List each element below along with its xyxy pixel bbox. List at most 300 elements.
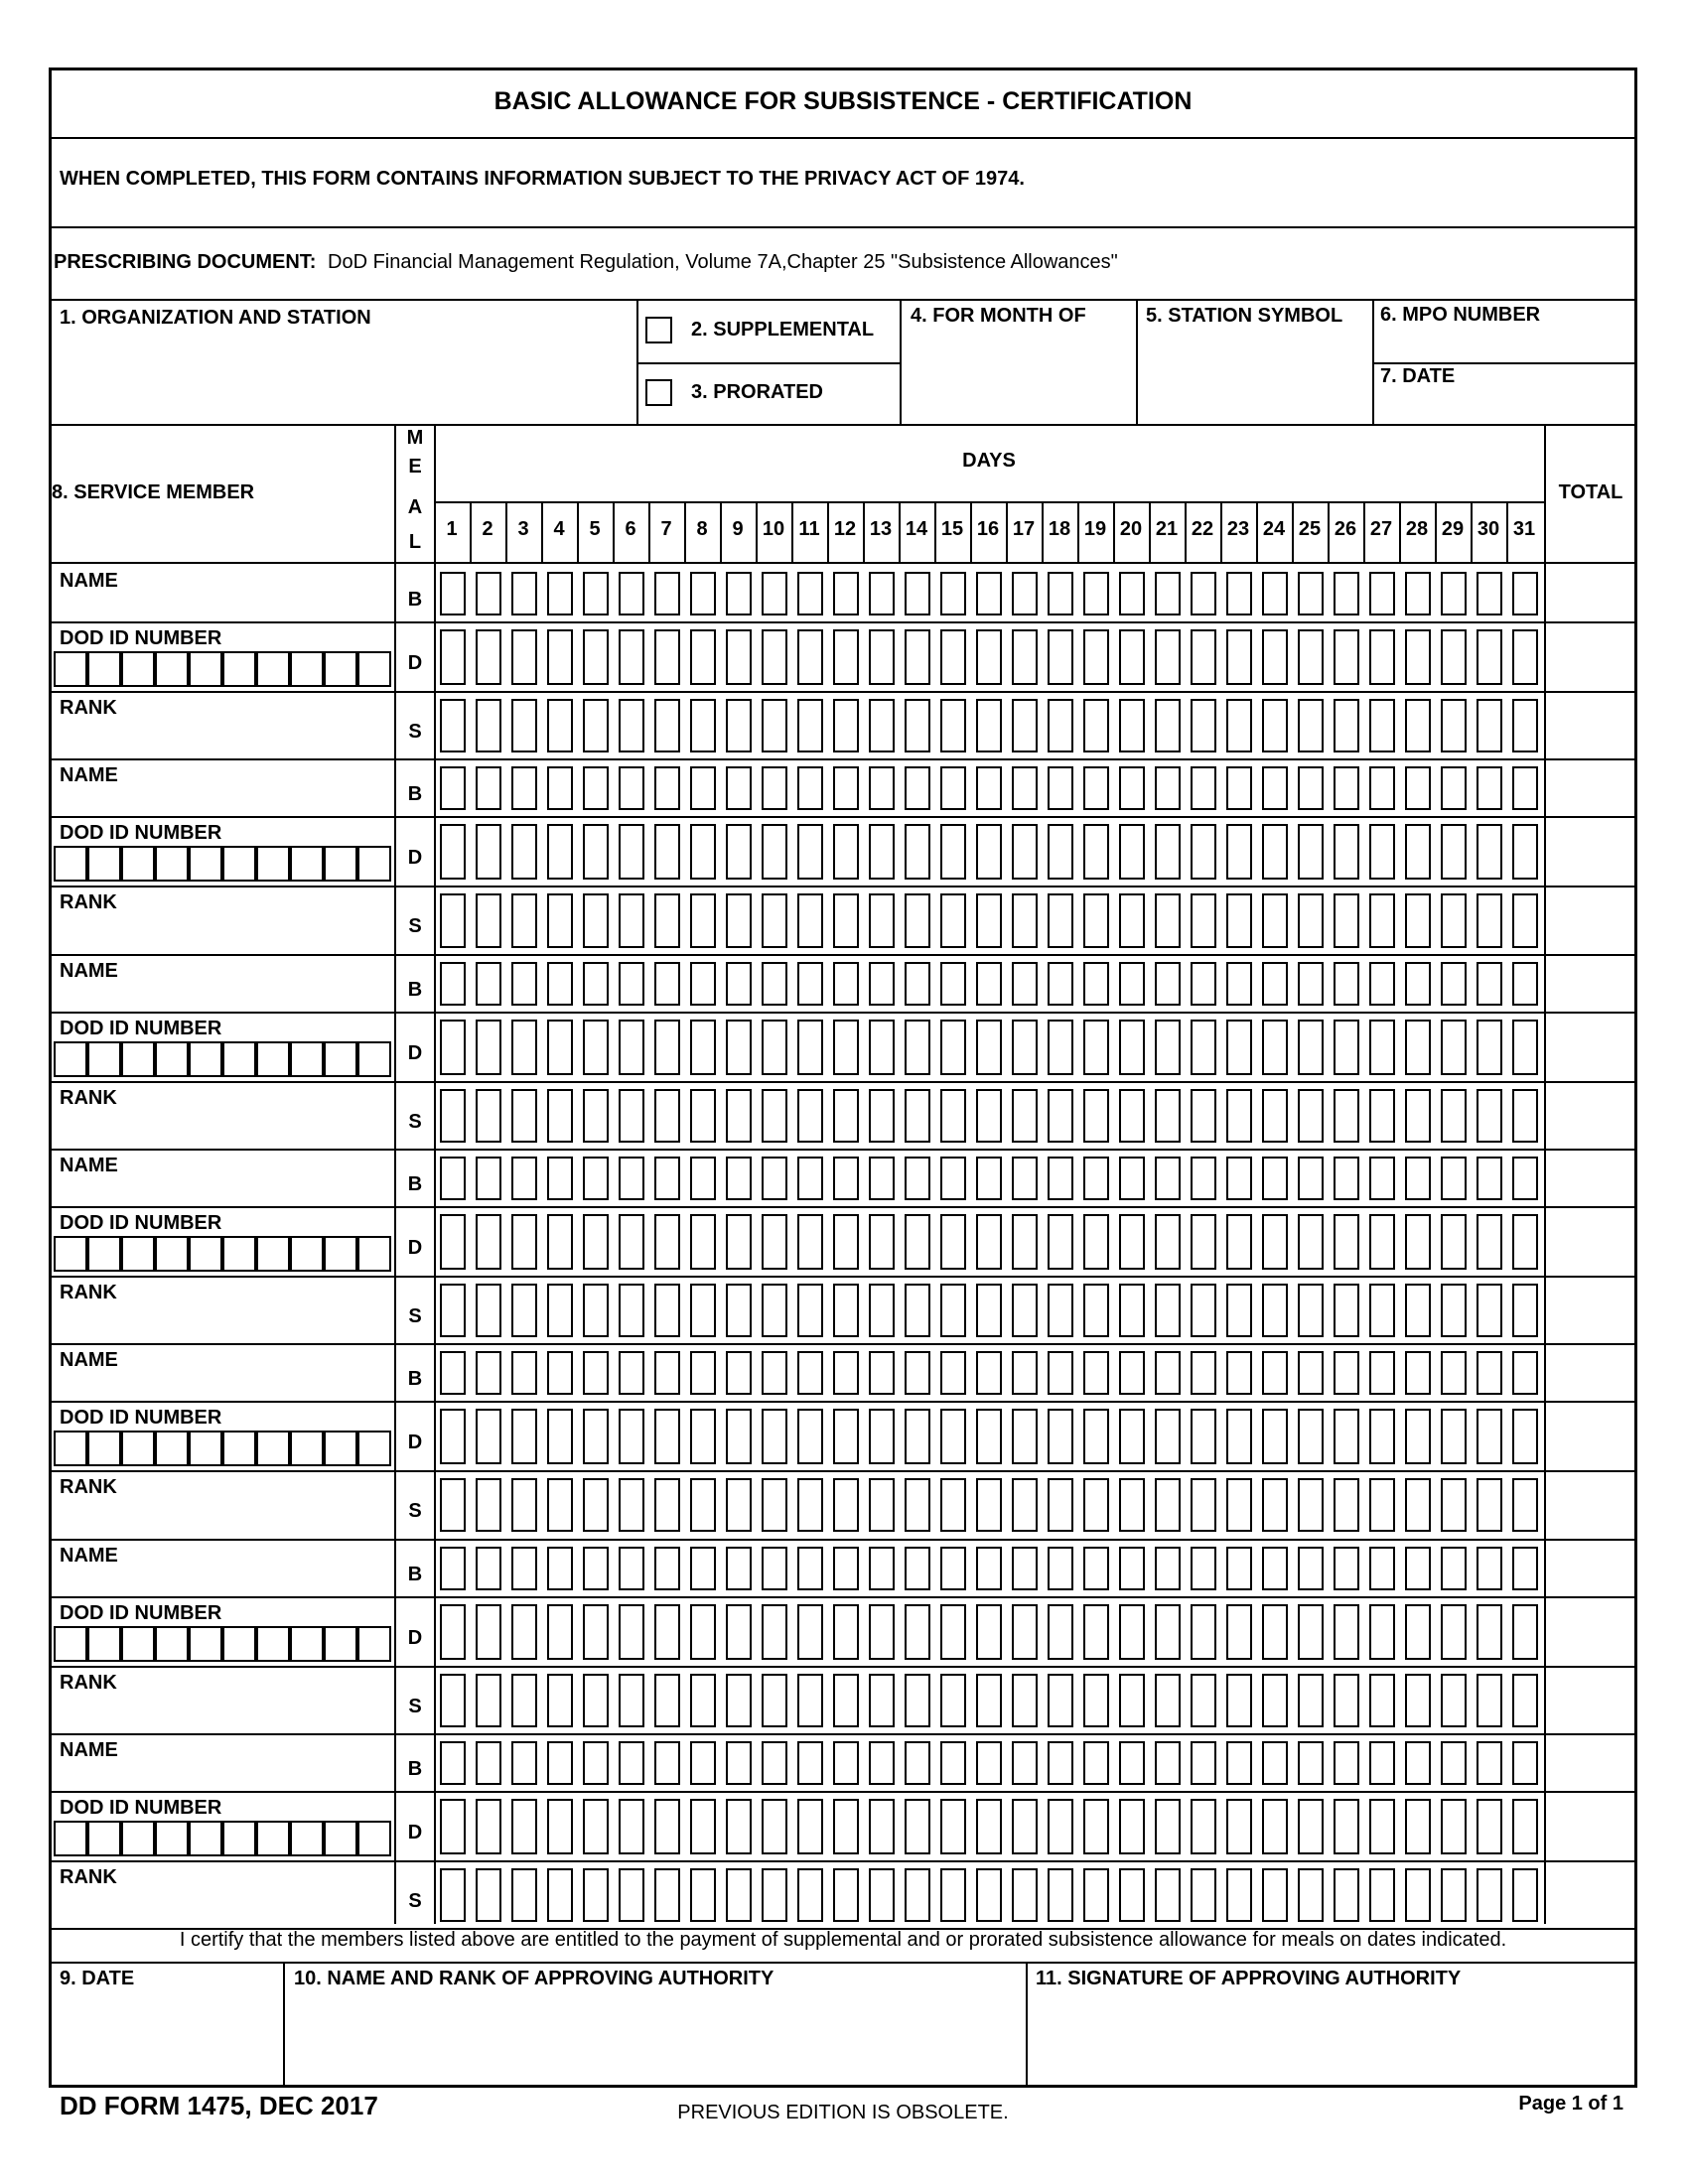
day-checkbox[interactable] — [547, 1214, 573, 1270]
day-checkbox[interactable] — [1334, 572, 1359, 615]
day-checkbox[interactable] — [833, 1409, 859, 1464]
dodid-digit-box[interactable] — [121, 846, 155, 882]
day-checkbox[interactable] — [1262, 1604, 1288, 1660]
dodid-digit-box[interactable] — [189, 1041, 222, 1077]
day-checkbox[interactable] — [476, 824, 501, 880]
day-checkbox[interactable] — [654, 572, 680, 615]
day-checkbox[interactable] — [1298, 572, 1324, 615]
day-checkbox[interactable] — [869, 1020, 895, 1075]
dodid-digit-box[interactable] — [357, 1236, 391, 1272]
day-checkbox[interactable] — [940, 1868, 966, 1922]
day-checkbox[interactable] — [869, 1604, 895, 1660]
day-checkbox[interactable] — [1048, 1547, 1073, 1590]
day-checkbox[interactable] — [1334, 1284, 1359, 1337]
day-checkbox[interactable] — [583, 824, 609, 880]
day-checkbox[interactable] — [654, 1604, 680, 1660]
dodid-digit-box[interactable] — [189, 651, 222, 687]
day-checkbox[interactable] — [511, 1868, 537, 1922]
day-checkbox[interactable] — [762, 1674, 787, 1727]
dodid-digit-box[interactable] — [324, 1626, 357, 1662]
day-checkbox[interactable] — [1048, 1478, 1073, 1532]
day-checkbox[interactable] — [797, 962, 823, 1006]
day-checkbox[interactable] — [547, 893, 573, 947]
day-checkbox[interactable] — [833, 1674, 859, 1727]
day-checkbox[interactable] — [797, 1604, 823, 1660]
meal-total-field[interactable] — [1548, 762, 1633, 812]
day-checkbox[interactable] — [1083, 572, 1109, 615]
day-checkbox[interactable] — [976, 572, 1002, 615]
day-checkbox[interactable] — [547, 1799, 573, 1854]
dodid-digit-box[interactable] — [155, 1821, 189, 1856]
day-checkbox[interactable] — [1405, 1284, 1431, 1337]
day-checkbox[interactable] — [940, 629, 966, 685]
day-checkbox[interactable] — [1477, 572, 1502, 615]
day-checkbox[interactable] — [1119, 824, 1145, 880]
day-checkbox[interactable] — [1155, 1799, 1181, 1854]
day-checkbox[interactable] — [1191, 699, 1216, 752]
day-checkbox[interactable] — [1119, 1741, 1145, 1785]
day-checkbox[interactable] — [833, 1157, 859, 1200]
day-checkbox[interactable] — [619, 699, 644, 752]
day-checkbox[interactable] — [1012, 962, 1038, 1006]
day-checkbox[interactable] — [905, 699, 930, 752]
day-checkbox[interactable] — [690, 1547, 716, 1590]
day-checkbox[interactable] — [476, 1214, 501, 1270]
day-checkbox[interactable] — [762, 1478, 787, 1532]
day-checkbox[interactable] — [511, 572, 537, 615]
member-name-field[interactable] — [54, 1178, 391, 1204]
day-checkbox[interactable] — [511, 1547, 537, 1590]
day-checkbox[interactable] — [797, 1547, 823, 1590]
day-checkbox[interactable] — [1512, 893, 1538, 947]
day-checkbox[interactable] — [1477, 1741, 1502, 1785]
day-checkbox[interactable] — [1191, 1020, 1216, 1075]
day-checkbox[interactable] — [476, 1478, 501, 1532]
day-checkbox[interactable] — [1083, 1604, 1109, 1660]
day-checkbox[interactable] — [1119, 629, 1145, 685]
day-checkbox[interactable] — [1226, 1604, 1252, 1660]
day-checkbox[interactable] — [619, 1868, 644, 1922]
day-checkbox[interactable] — [1191, 962, 1216, 1006]
day-checkbox[interactable] — [583, 1674, 609, 1727]
day-checkbox[interactable] — [583, 1214, 609, 1270]
day-checkbox[interactable] — [619, 1157, 644, 1200]
day-checkbox[interactable] — [940, 1741, 966, 1785]
day-checkbox[interactable] — [690, 1020, 716, 1075]
day-checkbox[interactable] — [1191, 1409, 1216, 1464]
day-checkbox[interactable] — [511, 1478, 537, 1532]
day-checkbox[interactable] — [1083, 893, 1109, 947]
day-checkbox[interactable] — [976, 1157, 1002, 1200]
month-field[interactable] — [904, 334, 1134, 421]
day-checkbox[interactable] — [833, 1214, 859, 1270]
day-checkbox[interactable] — [1119, 1089, 1145, 1143]
day-checkbox[interactable] — [1334, 1674, 1359, 1727]
meal-total-field[interactable] — [1548, 1347, 1633, 1397]
day-checkbox[interactable] — [1048, 1409, 1073, 1464]
dodid-digit-box[interactable] — [256, 1821, 290, 1856]
day-checkbox[interactable] — [869, 1868, 895, 1922]
day-checkbox[interactable] — [654, 893, 680, 947]
day-checkbox[interactable] — [1405, 1547, 1431, 1590]
day-checkbox[interactable] — [1012, 1284, 1038, 1337]
day-checkbox[interactable] — [1334, 1604, 1359, 1660]
day-checkbox[interactable] — [583, 1547, 609, 1590]
day-checkbox[interactable] — [869, 1089, 895, 1143]
day-checkbox[interactable] — [1477, 1604, 1502, 1660]
day-checkbox[interactable] — [1048, 893, 1073, 947]
day-checkbox[interactable] — [762, 962, 787, 1006]
day-checkbox[interactable] — [869, 1409, 895, 1464]
day-checkbox[interactable] — [869, 572, 895, 615]
day-checkbox[interactable] — [940, 1478, 966, 1532]
day-checkbox[interactable] — [690, 1478, 716, 1532]
day-checkbox[interactable] — [1155, 1674, 1181, 1727]
day-checkbox[interactable] — [654, 1478, 680, 1532]
day-checkbox[interactable] — [1298, 1478, 1324, 1532]
day-checkbox[interactable] — [547, 1547, 573, 1590]
day-checkbox[interactable] — [762, 1741, 787, 1785]
day-checkbox[interactable] — [869, 1799, 895, 1854]
day-checkbox[interactable] — [1441, 1089, 1467, 1143]
day-checkbox[interactable] — [1405, 962, 1431, 1006]
day-checkbox[interactable] — [476, 1674, 501, 1727]
day-checkbox[interactable] — [940, 572, 966, 615]
day-checkbox[interactable] — [440, 766, 466, 810]
day-checkbox[interactable] — [511, 699, 537, 752]
day-checkbox[interactable] — [619, 1674, 644, 1727]
day-checkbox[interactable] — [1155, 1157, 1181, 1200]
day-checkbox[interactable] — [476, 1020, 501, 1075]
day-checkbox[interactable] — [440, 1020, 466, 1075]
day-checkbox[interactable] — [1512, 699, 1538, 752]
day-checkbox[interactable] — [1155, 1478, 1181, 1532]
day-checkbox[interactable] — [1226, 766, 1252, 810]
day-checkbox[interactable] — [1298, 1020, 1324, 1075]
dodid-digit-box[interactable] — [189, 1626, 222, 1662]
day-checkbox[interactable] — [1298, 1214, 1324, 1270]
day-checkbox[interactable] — [583, 629, 609, 685]
mpo-number-field[interactable] — [1376, 332, 1634, 359]
day-checkbox[interactable] — [1477, 1020, 1502, 1075]
day-checkbox[interactable] — [1012, 1409, 1038, 1464]
day-checkbox[interactable] — [1083, 1157, 1109, 1200]
day-checkbox[interactable] — [905, 1799, 930, 1854]
day-checkbox[interactable] — [797, 1214, 823, 1270]
day-checkbox[interactable] — [547, 1351, 573, 1395]
day-checkbox[interactable] — [1298, 1409, 1324, 1464]
meal-total-field[interactable] — [1548, 820, 1633, 882]
day-checkbox[interactable] — [476, 1089, 501, 1143]
day-checkbox[interactable] — [1191, 893, 1216, 947]
day-checkbox[interactable] — [976, 1351, 1002, 1395]
day-checkbox[interactable] — [440, 1478, 466, 1532]
day-checkbox[interactable] — [1512, 824, 1538, 880]
day-checkbox[interactable] — [1512, 1284, 1538, 1337]
day-checkbox[interactable] — [1512, 1868, 1538, 1922]
dodid-digit-box[interactable] — [256, 651, 290, 687]
meal-total-field[interactable] — [1548, 889, 1633, 949]
day-checkbox[interactable] — [547, 1604, 573, 1660]
day-checkbox[interactable] — [511, 1351, 537, 1395]
dodid-digit-box[interactable] — [155, 1041, 189, 1077]
day-checkbox[interactable] — [547, 824, 573, 880]
day-checkbox[interactable] — [1512, 1214, 1538, 1270]
day-checkbox[interactable] — [1334, 699, 1359, 752]
day-checkbox[interactable] — [1477, 1284, 1502, 1337]
day-checkbox[interactable] — [619, 824, 644, 880]
day-checkbox[interactable] — [1012, 1604, 1038, 1660]
day-checkbox[interactable] — [511, 962, 537, 1006]
meal-total-field[interactable] — [1548, 1670, 1633, 1729]
dodid-digit-box[interactable] — [290, 651, 324, 687]
day-checkbox[interactable] — [976, 1409, 1002, 1464]
day-checkbox[interactable] — [1191, 1604, 1216, 1660]
day-checkbox[interactable] — [726, 1478, 752, 1532]
day-checkbox[interactable] — [905, 1157, 930, 1200]
supplemental-checkbox[interactable] — [645, 317, 672, 343]
dodid-digit-box[interactable] — [290, 846, 324, 882]
day-checkbox[interactable] — [976, 1868, 1002, 1922]
day-checkbox[interactable] — [1369, 1284, 1395, 1337]
member-rank-field[interactable] — [54, 1305, 391, 1339]
member-rank-field[interactable] — [54, 1696, 391, 1729]
day-checkbox[interactable] — [619, 1799, 644, 1854]
day-checkbox[interactable] — [583, 572, 609, 615]
day-checkbox[interactable] — [1405, 1214, 1431, 1270]
day-checkbox[interactable] — [1334, 824, 1359, 880]
day-checkbox[interactable] — [1405, 893, 1431, 947]
day-checkbox[interactable] — [1334, 1478, 1359, 1532]
day-checkbox[interactable] — [690, 962, 716, 1006]
day-checkbox[interactable] — [654, 766, 680, 810]
day-checkbox[interactable] — [654, 1157, 680, 1200]
day-checkbox[interactable] — [869, 1351, 895, 1395]
dodid-digit-box[interactable] — [54, 1431, 87, 1466]
dodid-digit-box[interactable] — [324, 1236, 357, 1272]
day-checkbox[interactable] — [690, 1604, 716, 1660]
day-checkbox[interactable] — [1191, 629, 1216, 685]
day-checkbox[interactable] — [1191, 1214, 1216, 1270]
day-checkbox[interactable] — [762, 1868, 787, 1922]
day-checkbox[interactable] — [1334, 1351, 1359, 1395]
day-checkbox[interactable] — [726, 1089, 752, 1143]
day-checkbox[interactable] — [1012, 1214, 1038, 1270]
day-checkbox[interactable] — [1298, 1604, 1324, 1660]
day-checkbox[interactable] — [869, 1547, 895, 1590]
day-checkbox[interactable] — [1155, 1604, 1181, 1660]
day-checkbox[interactable] — [1155, 1284, 1181, 1337]
dodid-digit-box[interactable] — [222, 1236, 256, 1272]
day-checkbox[interactable] — [940, 1547, 966, 1590]
dodid-digit-box[interactable] — [121, 1041, 155, 1077]
dodid-digit-box[interactable] — [54, 1821, 87, 1856]
day-checkbox[interactable] — [1298, 1741, 1324, 1785]
day-checkbox[interactable] — [654, 699, 680, 752]
day-checkbox[interactable] — [833, 1868, 859, 1922]
day-checkbox[interactable] — [1369, 893, 1395, 947]
day-checkbox[interactable] — [797, 1157, 823, 1200]
day-checkbox[interactable] — [619, 1741, 644, 1785]
dodid-digit-box[interactable] — [357, 1431, 391, 1466]
dodid-digit-box[interactable] — [290, 1821, 324, 1856]
day-checkbox[interactable] — [1369, 1868, 1395, 1922]
day-checkbox[interactable] — [583, 1604, 609, 1660]
day-checkbox[interactable] — [1477, 766, 1502, 810]
day-checkbox[interactable] — [690, 699, 716, 752]
day-checkbox[interactable] — [1119, 1547, 1145, 1590]
day-checkbox[interactable] — [1083, 699, 1109, 752]
day-checkbox[interactable] — [1012, 699, 1038, 752]
day-checkbox[interactable] — [1226, 1157, 1252, 1200]
day-checkbox[interactable] — [1155, 1409, 1181, 1464]
day-checkbox[interactable] — [1048, 1020, 1073, 1075]
day-checkbox[interactable] — [619, 1284, 644, 1337]
day-checkbox[interactable] — [1477, 1351, 1502, 1395]
day-checkbox[interactable] — [1262, 962, 1288, 1006]
day-checkbox[interactable] — [976, 962, 1002, 1006]
dodid-digit-box[interactable] — [256, 1041, 290, 1077]
day-checkbox[interactable] — [1083, 1089, 1109, 1143]
day-checkbox[interactable] — [1191, 1284, 1216, 1337]
day-checkbox[interactable] — [476, 629, 501, 685]
day-checkbox[interactable] — [833, 766, 859, 810]
day-checkbox[interactable] — [869, 766, 895, 810]
day-checkbox[interactable] — [726, 1604, 752, 1660]
day-checkbox[interactable] — [797, 629, 823, 685]
day-checkbox[interactable] — [1405, 699, 1431, 752]
day-checkbox[interactable] — [726, 629, 752, 685]
day-checkbox[interactable] — [797, 1799, 823, 1854]
day-checkbox[interactable] — [547, 1284, 573, 1337]
meal-total-field[interactable] — [1548, 1280, 1633, 1339]
day-checkbox[interactable] — [1048, 1089, 1073, 1143]
day-checkbox[interactable] — [797, 1674, 823, 1727]
day-checkbox[interactable] — [583, 1020, 609, 1075]
day-checkbox[interactable] — [1441, 1547, 1467, 1590]
day-checkbox[interactable] — [1441, 1478, 1467, 1532]
day-checkbox[interactable] — [1512, 1604, 1538, 1660]
day-checkbox[interactable] — [1477, 1547, 1502, 1590]
day-checkbox[interactable] — [1155, 962, 1181, 1006]
day-checkbox[interactable] — [1226, 1409, 1252, 1464]
day-checkbox[interactable] — [940, 1020, 966, 1075]
day-checkbox[interactable] — [976, 1478, 1002, 1532]
day-checkbox[interactable] — [726, 572, 752, 615]
day-checkbox[interactable] — [1512, 1089, 1538, 1143]
day-checkbox[interactable] — [1441, 1409, 1467, 1464]
day-checkbox[interactable] — [690, 1214, 716, 1270]
day-checkbox[interactable] — [1441, 1284, 1467, 1337]
day-checkbox[interactable] — [1191, 1478, 1216, 1532]
meal-total-field[interactable] — [1548, 1474, 1633, 1534]
day-checkbox[interactable] — [476, 1604, 501, 1660]
dodid-digit-box[interactable] — [357, 1821, 391, 1856]
day-checkbox[interactable] — [833, 824, 859, 880]
day-checkbox[interactable] — [1405, 1478, 1431, 1532]
day-checkbox[interactable] — [869, 1284, 895, 1337]
day-checkbox[interactable] — [440, 1741, 466, 1785]
day-checkbox[interactable] — [690, 893, 716, 947]
day-checkbox[interactable] — [1083, 1478, 1109, 1532]
day-checkbox[interactable] — [762, 766, 787, 810]
day-checkbox[interactable] — [1334, 1214, 1359, 1270]
meal-total-field[interactable] — [1548, 1543, 1633, 1592]
day-checkbox[interactable] — [1298, 1674, 1324, 1727]
dodid-digit-box[interactable] — [357, 1041, 391, 1077]
dodid-digit-box[interactable] — [155, 1431, 189, 1466]
day-checkbox[interactable] — [833, 572, 859, 615]
day-checkbox[interactable] — [547, 1741, 573, 1785]
dodid-digit-box[interactable] — [155, 651, 189, 687]
day-checkbox[interactable] — [1441, 1741, 1467, 1785]
day-checkbox[interactable] — [762, 1284, 787, 1337]
day-checkbox[interactable] — [1012, 1478, 1038, 1532]
day-checkbox[interactable] — [976, 1547, 1002, 1590]
day-checkbox[interactable] — [440, 1284, 466, 1337]
day-checkbox[interactable] — [583, 1868, 609, 1922]
day-checkbox[interactable] — [654, 1284, 680, 1337]
dodid-digit-box[interactable] — [87, 1821, 121, 1856]
day-checkbox[interactable] — [654, 1868, 680, 1922]
day-checkbox[interactable] — [619, 766, 644, 810]
day-checkbox[interactable] — [511, 1214, 537, 1270]
day-checkbox[interactable] — [690, 1284, 716, 1337]
day-checkbox[interactable] — [583, 1741, 609, 1785]
day-checkbox[interactable] — [476, 699, 501, 752]
meal-total-field[interactable] — [1548, 568, 1633, 617]
day-checkbox[interactable] — [976, 1674, 1002, 1727]
day-checkbox[interactable] — [1226, 1089, 1252, 1143]
day-checkbox[interactable] — [905, 1741, 930, 1785]
day-checkbox[interactable] — [833, 893, 859, 947]
meal-total-field[interactable] — [1548, 1085, 1633, 1145]
dodid-digit-box[interactable] — [121, 651, 155, 687]
day-checkbox[interactable] — [476, 1868, 501, 1922]
day-checkbox[interactable] — [905, 1214, 930, 1270]
day-checkbox[interactable] — [1119, 1478, 1145, 1532]
day-checkbox[interactable] — [1083, 1799, 1109, 1854]
day-checkbox[interactable] — [1262, 572, 1288, 615]
day-checkbox[interactable] — [1441, 629, 1467, 685]
member-name-field[interactable] — [54, 594, 391, 619]
day-checkbox[interactable] — [1262, 1089, 1288, 1143]
day-checkbox[interactable] — [690, 572, 716, 615]
day-checkbox[interactable] — [1191, 572, 1216, 615]
day-checkbox[interactable] — [762, 893, 787, 947]
day-checkbox[interactable] — [1226, 1674, 1252, 1727]
day-checkbox[interactable] — [797, 766, 823, 810]
day-checkbox[interactable] — [1262, 1409, 1288, 1464]
day-checkbox[interactable] — [1512, 1674, 1538, 1727]
day-checkbox[interactable] — [1369, 1604, 1395, 1660]
day-checkbox[interactable] — [1012, 1674, 1038, 1727]
day-checkbox[interactable] — [1262, 893, 1288, 947]
day-checkbox[interactable] — [762, 1604, 787, 1660]
day-checkbox[interactable] — [1334, 1799, 1359, 1854]
day-checkbox[interactable] — [583, 1409, 609, 1464]
day-checkbox[interactable] — [1119, 1799, 1145, 1854]
day-checkbox[interactable] — [1155, 1741, 1181, 1785]
meal-total-field[interactable] — [1548, 958, 1633, 1008]
dodid-digit-box[interactable] — [155, 1626, 189, 1662]
dodid-digit-box[interactable] — [121, 1626, 155, 1662]
day-checkbox[interactable] — [1441, 1214, 1467, 1270]
day-checkbox[interactable] — [1477, 1868, 1502, 1922]
day-checkbox[interactable] — [1119, 699, 1145, 752]
day-checkbox[interactable] — [940, 893, 966, 947]
day-checkbox[interactable] — [726, 766, 752, 810]
